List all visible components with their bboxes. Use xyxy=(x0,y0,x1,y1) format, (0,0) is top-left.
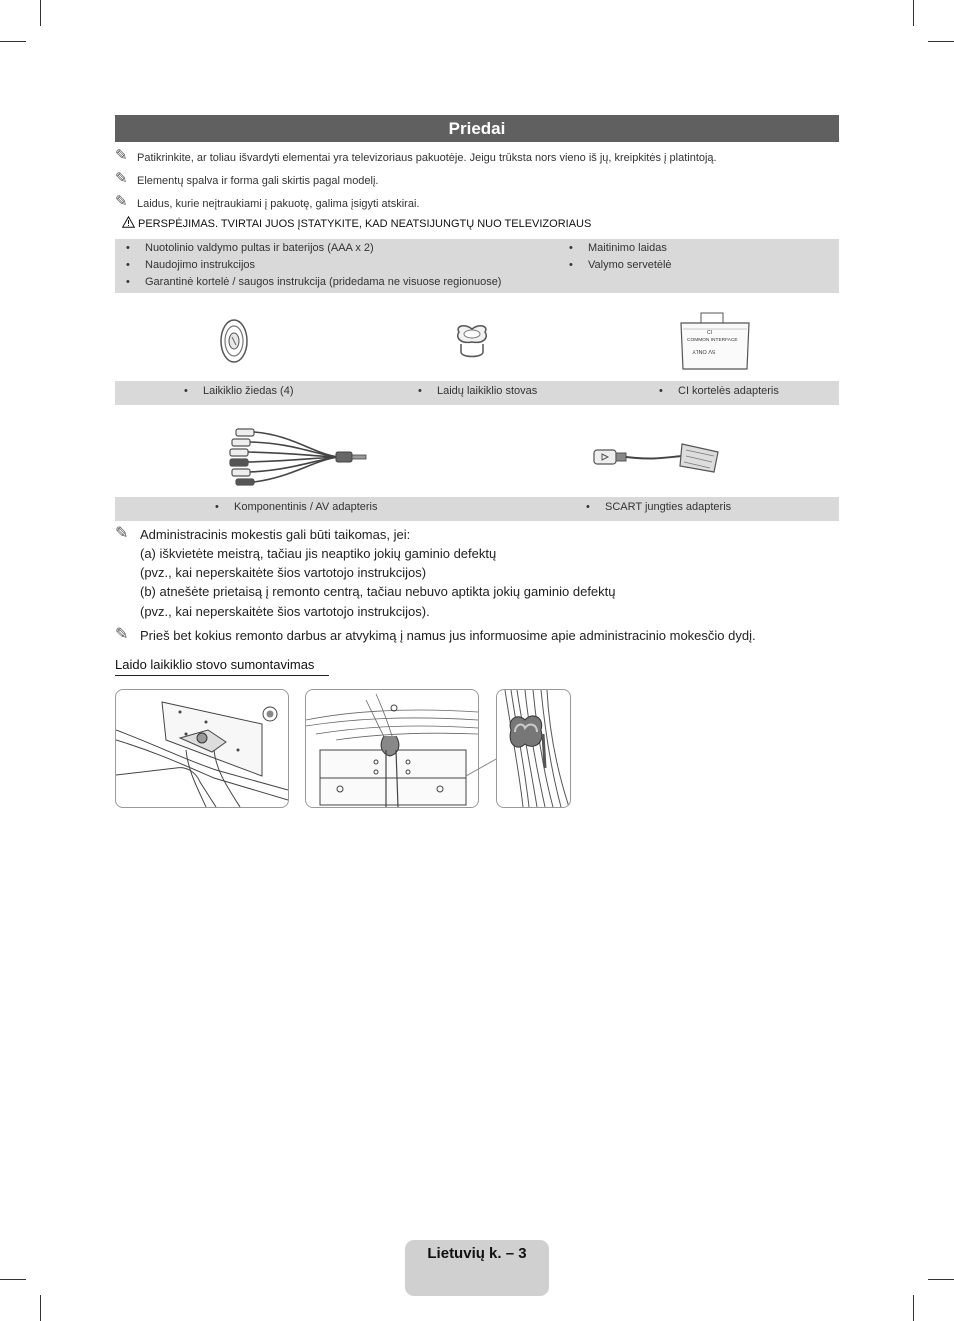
crop-mark xyxy=(913,0,914,26)
admin-fee-line: (pvz., kai neperskaitėte šios vartotojo instrukcijos). xyxy=(140,604,430,619)
admin-fee-line: (b) atnešėte prietaisą į remonto centrą, tačiau nebuvo aptikta jokių gaminio defektų xyxy=(140,584,616,599)
warning-note: PERSPĖJIMAS. TVIRTAI JUOS ĮSTATYKITE, KAD NEATSIJUNGTŲ NUO TELEVIZORIAUS xyxy=(122,216,591,231)
ci-card-label: 5V ONLY xyxy=(692,348,715,354)
holder-ring-illustration xyxy=(218,318,250,364)
admin-fee-line: (pvz., kai neperskaitėte šios vartotojo instrukcijos) xyxy=(140,565,427,580)
repair-note: ✎ Prieš bet kokius remonto darbus ar atvykimą į namus jus informuosime apie administracinio mokesčio dydį. xyxy=(115,626,756,643)
list-item: • Laikiklio žiedas (4) xyxy=(203,385,293,397)
ci-card-label: CI xyxy=(707,330,712,336)
assembly-heading: Laido laikiklio stovo sumontavimas xyxy=(115,657,329,676)
pencil-note-icon: ✎ xyxy=(115,193,128,210)
ci-card-label: COMMON INTERFACE xyxy=(687,338,738,343)
list-item: • Maitinimo laidas xyxy=(588,242,667,254)
pencil-note-icon: ✎ xyxy=(115,170,128,187)
crop-mark xyxy=(0,1279,26,1280)
page-footer: Lietuvių k. – 3 xyxy=(405,1240,549,1296)
callout-line xyxy=(466,756,500,778)
admin-fee-note: ✎ Administracinis mokestis gali būti taikomas, jei: xyxy=(115,525,411,542)
pencil-note-icon: ✎ xyxy=(115,147,128,164)
crop-mark xyxy=(928,41,954,42)
assembly-figure-3-detail xyxy=(496,689,571,808)
pencil-note-icon: ✎ xyxy=(115,626,129,643)
note-package-check: ✎ Patikrinkite, ar toliau išvardyti elementai yra televizoriaus pakuotėje. Jeigu trūksta nors vieno iš jų, kreipkitės į platintoją. xyxy=(115,147,717,164)
ci-card-adapter-illustration xyxy=(679,309,751,371)
pencil-note-icon: ✎ xyxy=(115,525,129,542)
note-cables: ✎ Laidus, kurie neįtraukiami į pakuotę, galima įsigyti atskirai. xyxy=(115,193,420,210)
cable-stand-illustration xyxy=(453,322,491,360)
component-av-adapter-illustration xyxy=(222,425,370,487)
list-item: • Komponentinis / AV adapteris xyxy=(234,501,378,513)
crop-mark xyxy=(0,41,26,42)
admin-fee-line: (a) iškvietėte meistrą, tačiau jis neaptiko jokių gaminio defektų xyxy=(140,546,497,561)
list-item: • Nuotolinio valdymo pultas ir baterijos (AAA x 2) xyxy=(145,242,374,254)
assembly-figure-1 xyxy=(115,689,289,808)
section-title: Priedai xyxy=(115,115,839,142)
list-item: • Valymo servetėlė xyxy=(588,259,672,271)
crop-mark xyxy=(928,1279,954,1280)
scart-adapter-illustration xyxy=(592,438,722,478)
crop-mark xyxy=(40,0,41,26)
assembly-figure-2 xyxy=(305,689,479,808)
list-item: • SCART jungties adapteris xyxy=(605,501,731,513)
list-item: • Naudojimo instrukcijos xyxy=(145,259,255,271)
note-color-shape: ✎ Elementų spalva ir forma gali skirtis pagal modelį. xyxy=(115,170,379,187)
list-item: • Garantinė kortelė / saugos instrukcija (pridedama ne visuose regionuose) xyxy=(145,276,501,288)
warning-triangle-icon xyxy=(122,216,138,231)
crop-mark xyxy=(913,1295,914,1321)
list-item: • Laidų laikiklio stovas xyxy=(437,385,537,397)
list-item: • CI kortelės adapteris xyxy=(678,385,779,397)
crop-mark xyxy=(40,1295,41,1321)
